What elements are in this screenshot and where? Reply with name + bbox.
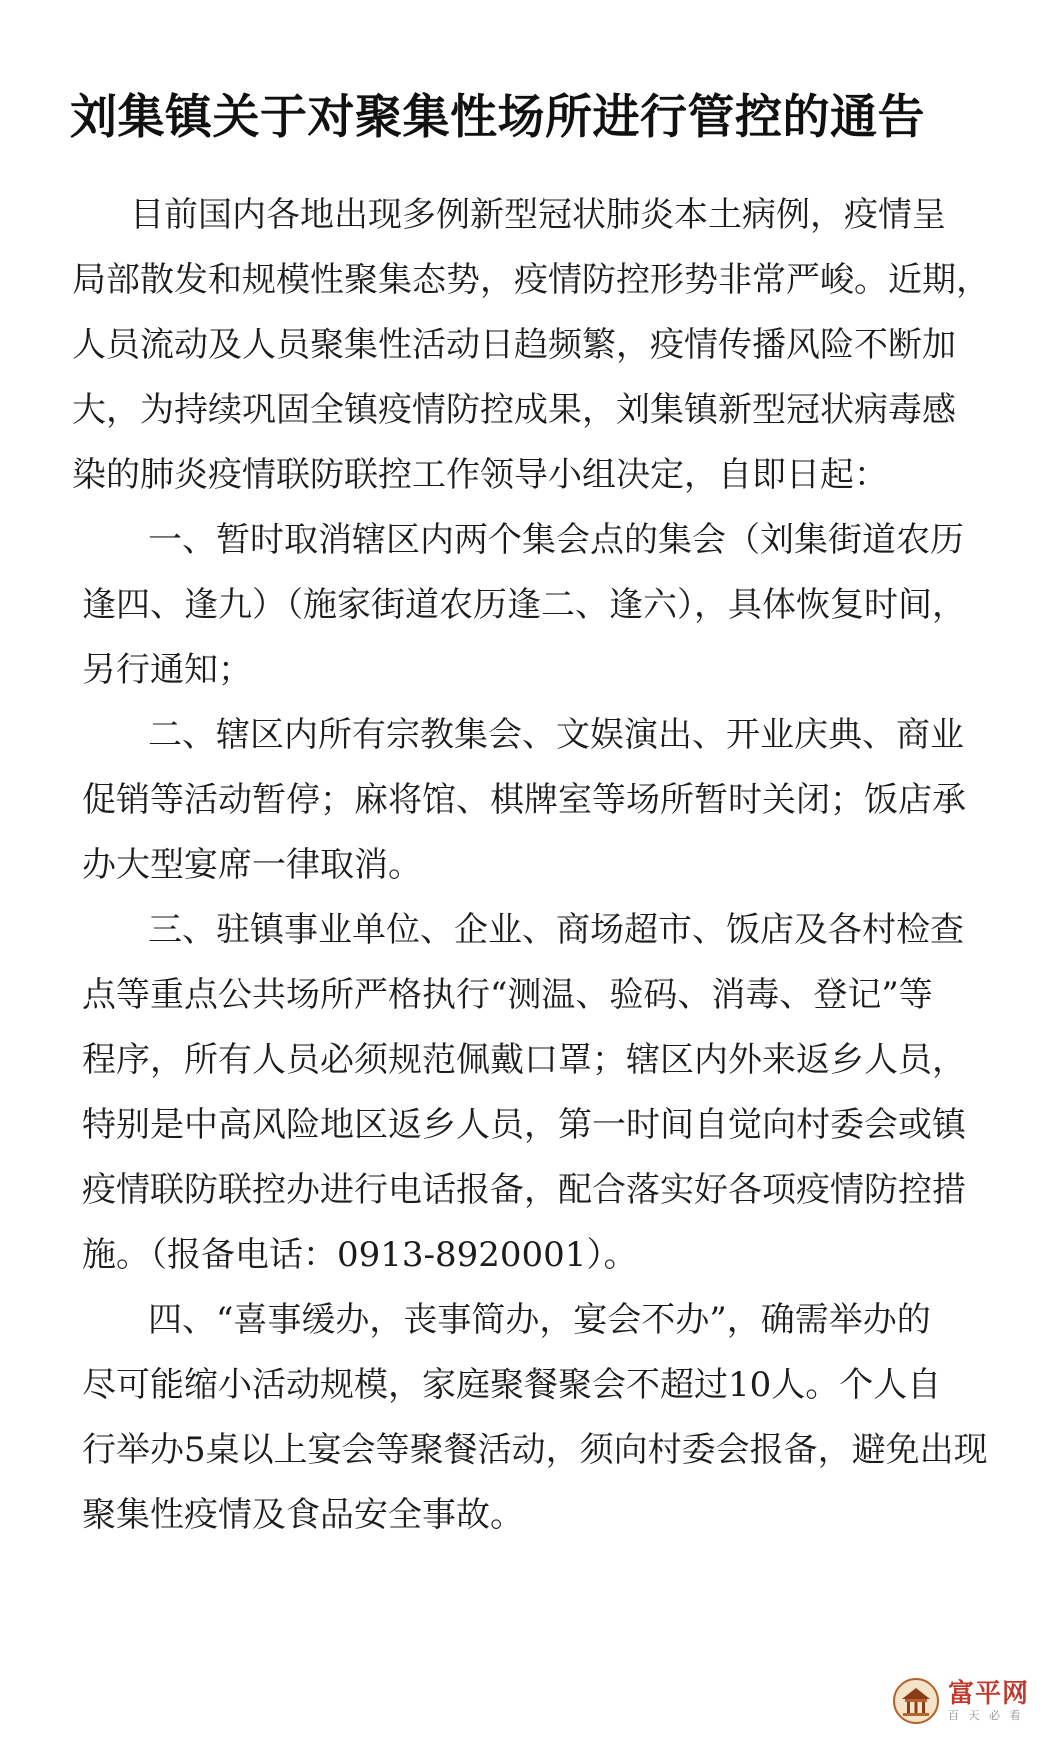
body-line: 促销等活动暂停；麻将馆、棋牌室等场所暂时关闭；饭店承 bbox=[82, 780, 966, 820]
body-line: 染的肺炎疫情联防联控工作领导小组决定，自即日起： bbox=[72, 455, 888, 495]
body-line: 聚集性疫情及食品安全事故。 bbox=[82, 1495, 524, 1535]
body-line: 一、暂时取消辖区内两个集会点的集会（刘集街道农历 bbox=[148, 520, 964, 560]
watermark-name: 富平网 bbox=[948, 1679, 1030, 1709]
body-line: 疫情联防联控办进行电话报备，配合落实好各项疫情防控措 bbox=[82, 1170, 966, 1210]
body-line: 大，为持续巩固全镇疫情防控成果，刘集镇新型冠状病毒感 bbox=[72, 390, 956, 430]
body-line: 施。（报备电话：0913-8920001）。 bbox=[82, 1235, 638, 1275]
building-logo-icon bbox=[892, 1677, 940, 1725]
body-line: 点等重点公共场所严格执行“测温、验码、消毒、登记”等 bbox=[82, 975, 933, 1015]
site-watermark bbox=[892, 1674, 1042, 1728]
body-line: 尽可能缩小活动规模，家庭聚餐聚会不超过10人。个人自 bbox=[82, 1365, 942, 1405]
body-line: 逢四、逢九）（施家街道农历逢二、逢六），具体恢复时间， bbox=[82, 585, 966, 625]
body-line: 四、“喜事缓办，丧事简办，宴会不办”，确需举办的 bbox=[148, 1300, 931, 1340]
document-title: 刘集镇关于对聚集性场所进行管控的通告 bbox=[70, 90, 925, 145]
body-line: 二、辖区内所有宗教集会、文娱演出、开业庆典、商业 bbox=[148, 715, 964, 755]
body-line: 目前国内各地出现多例新型冠状肺炎本土病例，疫情呈 bbox=[130, 195, 946, 235]
body-line: 人员流动及人员聚集性活动日趋频繁，疫情传播风险不断加 bbox=[72, 325, 956, 365]
body-line: 行举办5桌以上宴会等聚餐活动，须向村委会报备，避免出现 bbox=[82, 1430, 988, 1470]
body-line: 特别是中高风险地区返乡人员，第一时间自觉向村委会或镇 bbox=[82, 1105, 966, 1145]
body-line: 办大型宴席一律取消。 bbox=[82, 845, 422, 885]
body-line: 三、驻镇事业单位、企业、商场超市、饭店及各村检查 bbox=[148, 910, 964, 950]
body-line: 程序，所有人员必须规范佩戴口罩；辖区内外来返乡人员， bbox=[82, 1040, 966, 1080]
body-line: 另行通知； bbox=[82, 650, 252, 690]
body-line: 局部散发和规模性聚集态势，疫情防控形势非常严峻。近期， bbox=[72, 260, 990, 300]
watermark-tagline: 百 天 必 看 bbox=[948, 1709, 1024, 1722]
